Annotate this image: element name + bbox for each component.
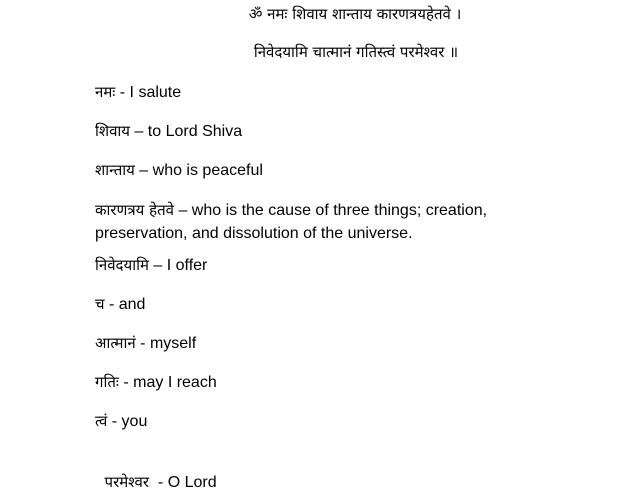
gloss-karanatraya-hetave (95, 199, 535, 245)
gloss-meaning: – to Lord Shiva (130, 123, 243, 140)
gloss-term: निवेदयामि (95, 256, 149, 274)
gloss-shantaya (95, 159, 595, 182)
gloss-tvam (95, 410, 595, 433)
gloss-shivaya (95, 120, 595, 143)
gloss-term: शान्ताय (95, 161, 135, 179)
gloss-atmanam (95, 332, 595, 355)
gloss-term: च (95, 295, 105, 313)
verse-line-2: निवेदयामि चात्मानं गतिस्त्वं परमेश्वर ॥ (253, 43, 459, 61)
gloss-term: गतिः (95, 373, 119, 391)
verse-line-1: ॐ नमः शिवाय शान्ताय कारणत्रयहेतवे । (248, 5, 462, 23)
gloss-meaning: - I salute (115, 84, 182, 101)
gloss-cha (95, 293, 595, 316)
gloss-meaning: – I offer (148, 257, 208, 274)
gloss-meaning: - myself (135, 335, 197, 352)
gloss-term: नमः (95, 83, 116, 101)
gloss-meaning: – who is the cause of three things; creation, preservation, and dissolution of the universe. (95, 202, 488, 242)
gloss-meaning: - O Lord (149, 474, 217, 491)
gloss-term: शिवाय (95, 122, 131, 140)
gloss-meaning: - you (107, 413, 148, 430)
gloss-term: कारणत्रय हेतवे (95, 201, 174, 219)
gloss-meaning: – who is peaceful (134, 162, 263, 179)
gloss-term: आत्मानं (95, 334, 136, 352)
gloss-gatih (95, 371, 595, 394)
gloss-parameshvara (95, 449, 595, 494)
gloss-meaning: - may I reach (118, 374, 217, 391)
gloss-namah (95, 81, 595, 104)
gloss-term: त्वं (95, 412, 108, 430)
gloss-term: परमेश्वर (104, 473, 150, 491)
gloss-nivedayami (95, 254, 595, 277)
gloss-meaning: - and (104, 296, 146, 313)
